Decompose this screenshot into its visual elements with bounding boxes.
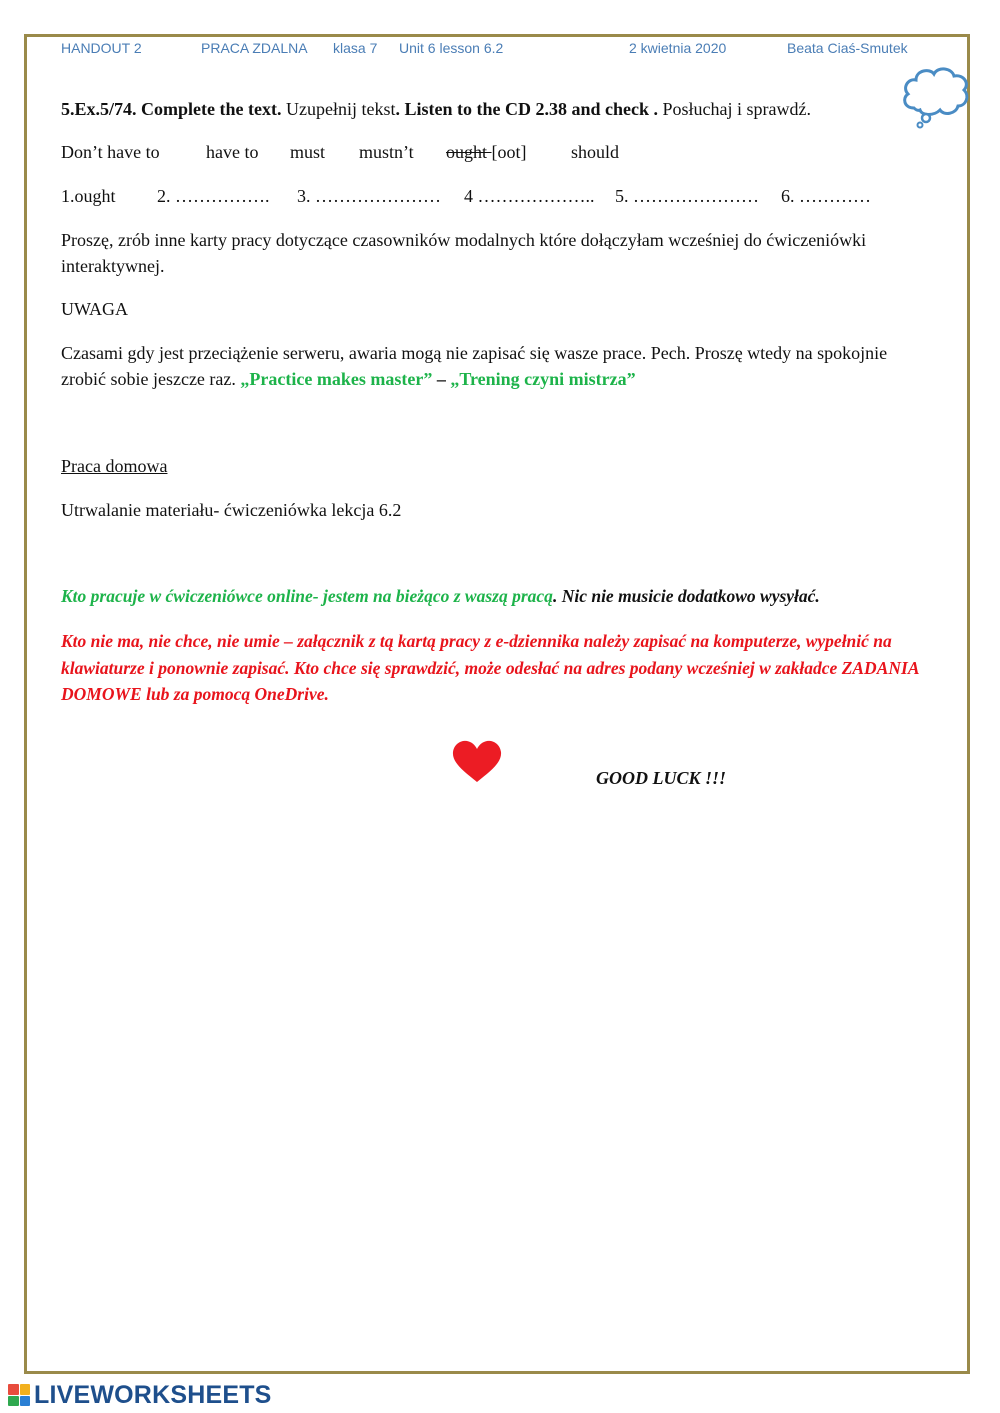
liveworksheets-logo-text: LIVEWORKSHEETS — [34, 1380, 272, 1409]
heart-icon — [452, 740, 502, 784]
word-dont-have-to: Don’t have to — [61, 142, 160, 162]
exercise-dot: . — [395, 99, 400, 119]
online-note-green: Kto pracuje w ćwiczeniówce online- jestem na bieżąco z waszą pracą — [61, 586, 553, 606]
good-luck: GOOD LUCK !!! — [596, 768, 727, 788]
word-have-to: have to — [206, 142, 259, 162]
header-mode: PRACA ZDALNA — [201, 40, 308, 56]
homework-text: Utrwalanie materiału- ćwiczeniówka lekcja 6.2 — [61, 500, 402, 520]
modals-note: Proszę, zrób inne karty pracy dotyczące czasowników modalnych które dołączyłam wcześniej do ćwiczeniówki interaktywnej. — [61, 230, 867, 276]
header-class: klasa 7 — [333, 40, 378, 56]
word-must: must — [290, 142, 326, 162]
answer-4[interactable]: 4 ……………….. — [464, 186, 595, 206]
exercise-title — [61, 99, 811, 120]
red-note: Kto nie ma, nie chce, nie umie – załącznik z tą kartą pracy z e-dziennika należy zapisać na komputerze, wypełnić na klawiaturze i ponownie zapisać. Kto chce się sprawdzić, może odesłać na adres podany wcześniej w zakładce ZADANIA DOMOWE lub za pomocą OneDrive. — [61, 631, 919, 704]
answer-1: 1.ought — [61, 186, 116, 206]
online-note-black: . Nic nie musicie dodatkowo wysyłać. — [552, 586, 820, 606]
quote-polish: „Trening czyni mistrza” — [450, 369, 636, 389]
header-date: 2 kwietnia 2020 — [629, 40, 727, 56]
answer-2[interactable]: 2. ……………. — [157, 186, 270, 206]
word-ought-note: [oot] — [491, 142, 527, 162]
page-header — [0, 40, 1000, 58]
liveworksheets-logo — [8, 1381, 272, 1409]
exercise-listen: Listen to the CD 2.38 and check . — [399, 99, 658, 119]
word-should: should — [571, 142, 620, 162]
answer-5[interactable]: 5. ………………… — [615, 186, 759, 206]
uwaga-heading: UWAGA — [61, 299, 128, 319]
server-text: Czasami gdy jest przeciążenie serweru, awaria mogą nie zapisać się wasze prace. Pech. Proszę wtedy na spokojnie zrobić sobie jeszcze raz. — [61, 343, 888, 389]
exercise-instruction-pl: Uzupełnij tekst — [281, 99, 396, 119]
header-unit: Unit 6 lesson 6.2 — [399, 40, 504, 56]
word-ought-struck: ought — [446, 142, 492, 162]
quote-english: „Practice makes master” — [240, 369, 433, 389]
quote-dash: – — [432, 369, 451, 389]
exercise-check-pl: Posłuchaj i sprawdź. — [657, 99, 811, 119]
header-handout: HANDOUT 2 — [61, 40, 142, 56]
word-mustnt: mustn’t — [359, 142, 414, 162]
exercise-number: 5.Ex.5/74. Complete the text. — [61, 99, 282, 119]
header-author: Beata Ciaś-Smutek — [787, 40, 908, 56]
server-note — [61, 340, 931, 392]
answer-3[interactable]: 3. ………………… — [297, 186, 441, 206]
homework-title: Praca domowa — [61, 456, 168, 476]
word-ought — [446, 142, 527, 163]
liveworksheets-logo-icon — [8, 1384, 30, 1406]
thought-cloud-icon — [900, 64, 970, 130]
online-note — [61, 586, 820, 607]
answer-6[interactable]: 6. ………… — [781, 186, 871, 206]
